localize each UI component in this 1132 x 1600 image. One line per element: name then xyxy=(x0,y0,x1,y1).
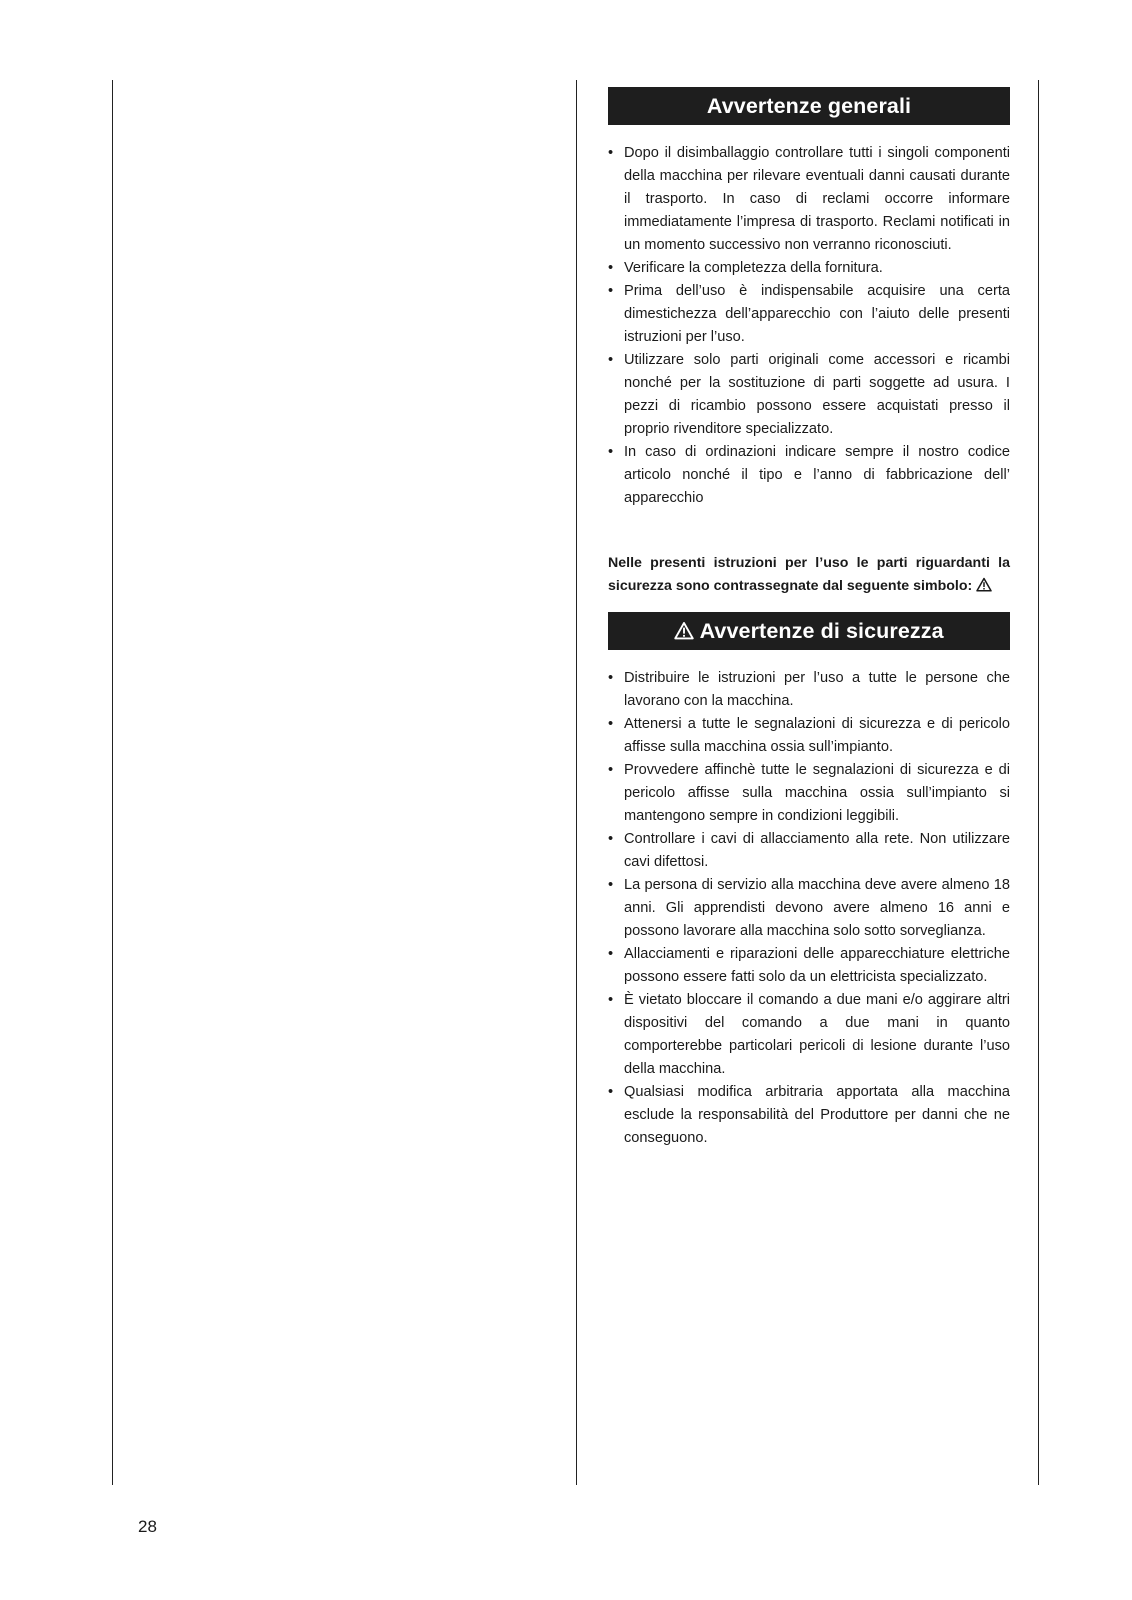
warning-triangle-icon xyxy=(674,612,694,650)
list-item: • È vietato bloccare il comando a due mani e/o aggirare altri dispositivi del comando a due mani in quanto comporterebbe particolari pericoli di lesione durante l’uso della macchina. xyxy=(608,989,1010,1081)
general-warnings-list xyxy=(608,142,1010,510)
section-heading-safety xyxy=(608,612,1010,650)
section-heading-safety-title: Avvertenze di sicurezza xyxy=(699,619,944,643)
section-heading-general xyxy=(608,87,1010,125)
column-rule-middle xyxy=(576,80,577,1485)
section-heading-general-title: Avvertenze generali xyxy=(706,94,912,118)
column-rule-right xyxy=(1038,80,1039,1485)
list-item: • Provvedere affinchè tutte le segnalazioni di sicurezza e di pericolo affisse sulla macchina ossia sull’impianto si mantengono sempre in condizioni leggibili. xyxy=(608,759,1010,828)
list-item: • In caso di ordinazioni indicare sempre il nostro codice articolo nonché il tipo e l’anno di fabbricazione dell’ apparecchio xyxy=(608,441,1010,510)
page-number: 28 xyxy=(138,1517,157,1536)
list-item: • Attenersi a tutte le segnalazioni di sicurezza e di pericolo affisse sulla macchina ossia sull’impianto. xyxy=(608,713,1010,759)
list-item: • Controllare i cavi di allacciamento alla rete. Non utilizzare cavi difettosi. xyxy=(608,828,1010,874)
list-item: • Prima dell’uso è indispensabile acquisire una certa dimestichezza dell’apparecchio con l’aiuto delle presenti istruzioni per l’uso. xyxy=(608,280,1010,349)
list-item: • Qualsiasi modifica arbitraria apportata alla macchina esclude la responsabilità del Produttore per danni che ne conseguono. xyxy=(608,1081,1010,1150)
list-item: • La persona di servizio alla macchina deve avere almeno 18 anni. Gli apprendisti devono avere almeno 16 anni e possono lavorare alla macchina solo sotto sorveglianza. xyxy=(608,874,1010,943)
warning-triangle-icon xyxy=(976,575,992,598)
safety-warnings-list xyxy=(608,667,1010,1150)
list-item: • Allacciamenti e riparazioni delle apparecchiature elettriche possono essere fatti solo da un elettricista specializzato. xyxy=(608,943,1010,989)
list-item: • Distribuire le istruzioni per l’uso a tutte le persone che lavorano con la macchina. xyxy=(608,667,1010,713)
list-item: • Dopo il disimballaggio controllare tutti i singoli componenti della macchina per rilevare eventuali danni causati durante il trasporto. In caso di reclami occorre informare immediatamente l’impresa di trasporto. Reclami notificati in un momento successivo non verranno riconosciuti. xyxy=(608,142,1010,257)
safety-symbol-note-text: Nelle presenti istruzioni per l’uso le parti riguardanti la sicurezza sono contrassegnate dal seguente simbolo: xyxy=(608,555,1010,594)
safety-symbol-note xyxy=(608,552,1010,598)
list-item: • Verificare la completezza della fornitura. xyxy=(608,257,1010,280)
list-item: • Utilizzare solo parti originali come accessori e ricambi nonché per la sostituzione di parti soggette ad usura. I pezzi di ricambio possono essere acquistati presso il proprio rivenditore specializzato. xyxy=(608,349,1010,441)
column-rule-left xyxy=(112,80,113,1485)
